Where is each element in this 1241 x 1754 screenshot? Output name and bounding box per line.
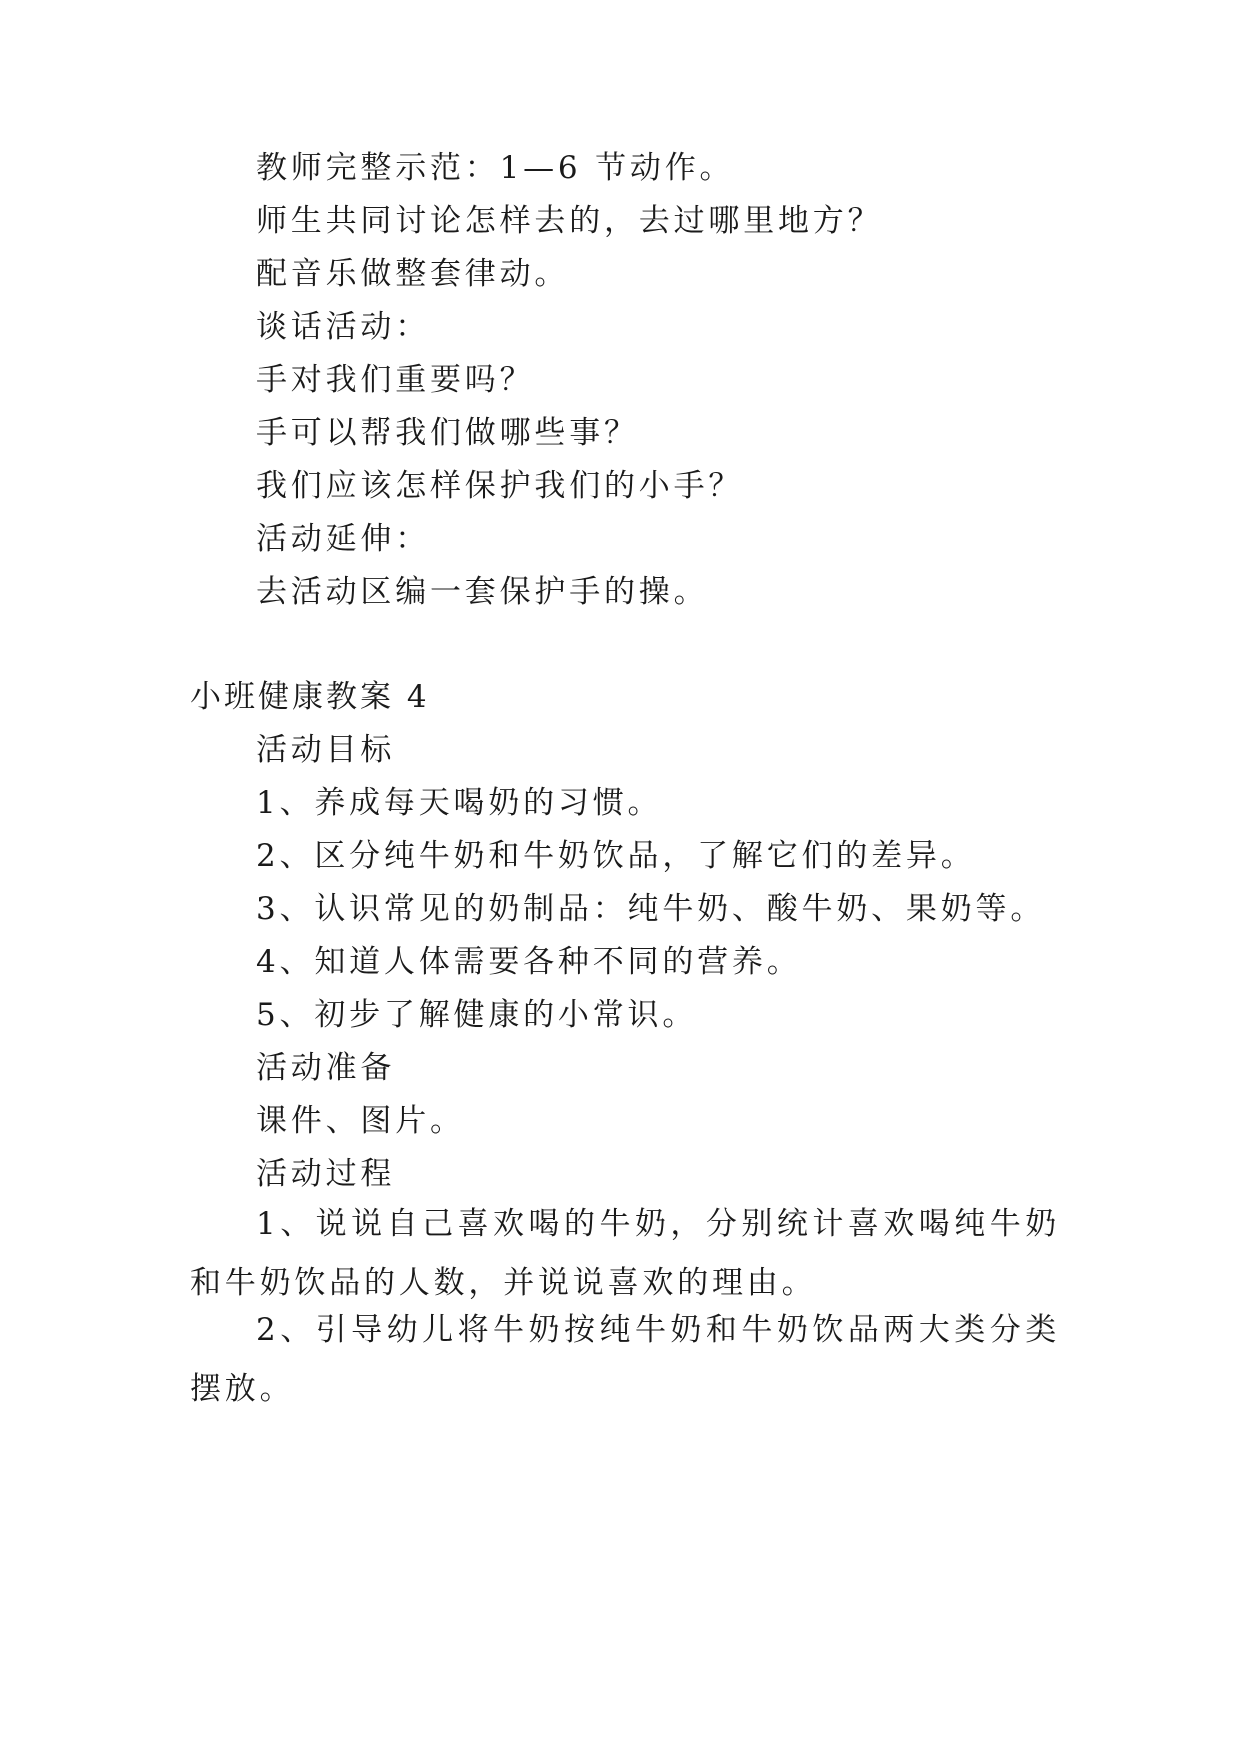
subheading-process: 活动过程 [256, 1156, 396, 1192]
goal-item: 4、知道人体需要各种不同的营养。 [256, 944, 802, 980]
subheading-preparation: 活动准备 [256, 1050, 396, 1086]
goal-item: 2、区分纯牛奶和牛奶饮品，了解它们的差异。 [256, 838, 976, 874]
process-step: 2、引导幼儿将牛奶按纯牛奶和牛奶饮品两大类分类摆放。 [190, 1312, 1060, 1407]
paragraph-discussion: 师生共同讨论怎样去的，去过哪里地方？ [256, 203, 883, 239]
paragraph-preparation: 课件、图片。 [256, 1103, 465, 1139]
goal-item: 3、认识常见的奶制品：纯牛奶、酸牛奶、果奶等。 [256, 891, 1046, 927]
question-protect-hands: 我们应该怎样保护我们的小手？ [256, 468, 744, 504]
subheading-activity-extension: 活动延伸： [256, 521, 430, 557]
paragraph-extension: 去活动区编一套保护手的操。 [256, 574, 709, 610]
subheading-talk-activity: 谈话活动： [256, 309, 430, 345]
section-title: 小班健康教案 4 [190, 679, 430, 715]
paragraph-music-rhythm: 配音乐做整套律动。 [256, 256, 570, 292]
process-step: 1、说说自己喜欢喝的牛奶，分别统计喜欢喝纯牛奶和牛奶饮品的人数，并说说喜欢的理由。 [190, 1206, 1060, 1301]
goal-item: 1、养成每天喝奶的习惯。 [256, 785, 663, 821]
question-hands-help: 手可以帮我们做哪些事？ [256, 415, 639, 451]
subheading-goals: 活动目标 [256, 732, 396, 768]
question-hands-important: 手对我们重要吗？ [256, 362, 535, 398]
paragraph-teacher-demo: 教师完整示范：1—6 节动作。 [256, 150, 735, 186]
goal-item: 5、初步了解健康的小常识。 [256, 997, 698, 1033]
